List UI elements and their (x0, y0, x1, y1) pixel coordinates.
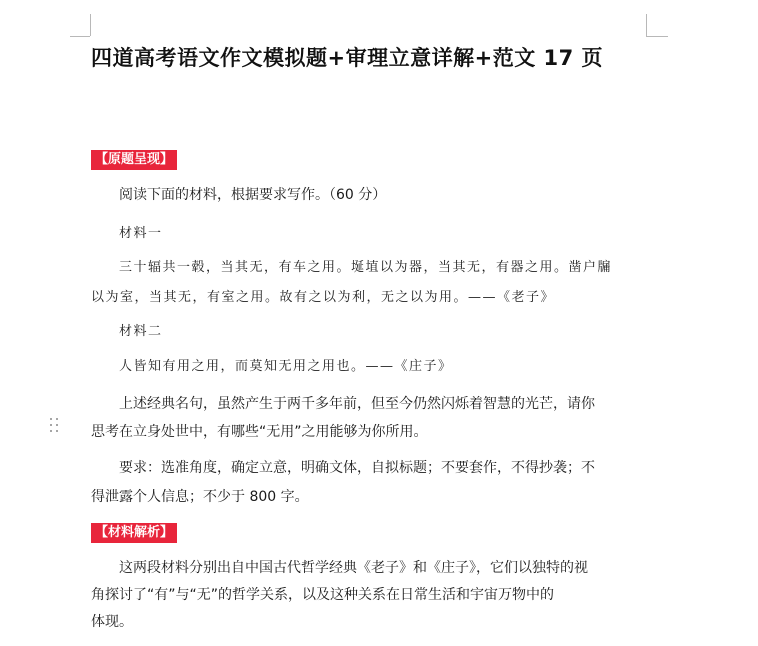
material1-line1: 三十辐共一毂，当其无，有车之用。埏埴以为器，当其无，有器之用。凿户牖 (119, 260, 613, 275)
section-tag-analysis: 【材料解析】 (91, 523, 177, 543)
section-tag-original: 【原题呈现】 (91, 150, 177, 170)
crop-mark-top-left (90, 14, 91, 36)
drag-handle-icon[interactable] (50, 418, 60, 434)
document-title: 四道高考语文作文模拟题+审理立意详解+范文 17 页 (91, 46, 604, 70)
analysis-line2: 角探讨了“有”与“无”的哲学关系，以及这种关系在日常生活和宇宙万物中的 (91, 587, 555, 603)
material1-line2: 以为室，当其无，有室之用。故有之以为利，无之以为用。——《老子》 (91, 290, 556, 305)
intro-paragraph: 阅读下面的材料，根据要求写作。（60 分） (119, 187, 387, 203)
material1-label: 材料一 (119, 226, 163, 241)
analysis-line1: 这两段材料分别出自中国古代哲学经典《老子》和《庄子》，它们以独特的视 (119, 560, 588, 576)
crop-mark-top-right (646, 14, 647, 36)
prompt-line2: 思考在立身处世中，有哪些“无用”之用能够为你所用。 (91, 424, 428, 440)
material2-label: 材料二 (119, 324, 163, 339)
requirements-line2: 得泄露个人信息；不少于 800 字。 (91, 489, 309, 505)
material2-line1: 人皆知有用之用，而莫知无用之用也。——《庄子》 (119, 359, 453, 374)
analysis-line3: 体现。 (91, 614, 133, 630)
requirements-line1: 要求：选准角度，确定立意，明确文体，自拟标题；不要套作，不得抄袭；不 (119, 460, 595, 476)
prompt-line1: 上述经典名句，虽然产生于两千多年前，但至今仍然闪烁着智慧的光芒，请你 (119, 396, 595, 412)
crop-mark-top-left-h (70, 36, 90, 37)
crop-mark-top-right-h (646, 36, 668, 37)
